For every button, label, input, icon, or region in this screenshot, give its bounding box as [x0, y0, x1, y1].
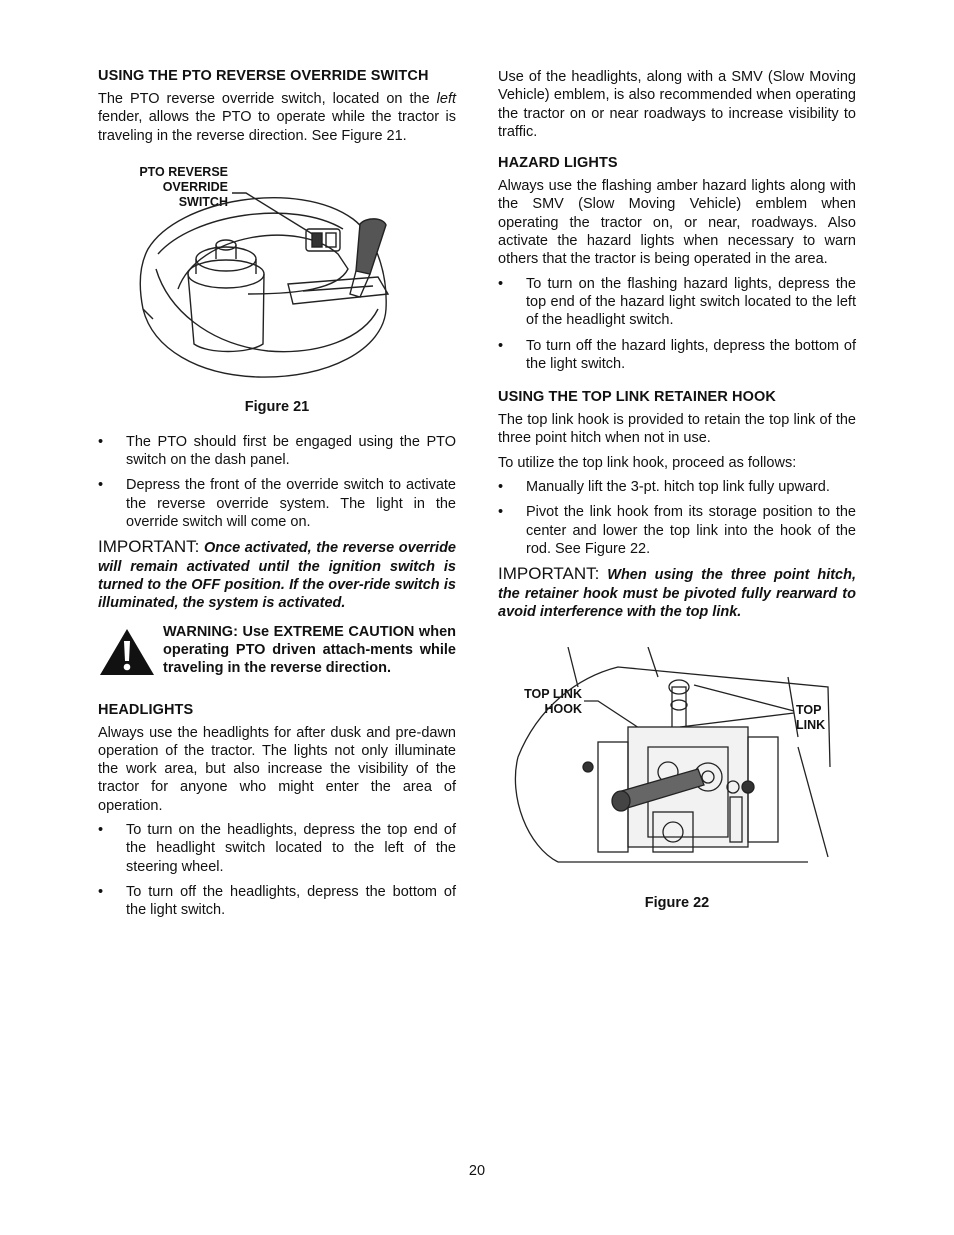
warning-triangle-icon: [98, 623, 156, 682]
important-label: IMPORTANT:: [498, 564, 600, 584]
list-item: • To turn on the headlights, depress the top end of the headlight switch located to the left of the steering wheel.: [98, 822, 456, 875]
pto-intro-paragraph: [98, 90, 456, 145]
three-point-hitch-illustration: [498, 647, 856, 892]
important-label: IMPORTANT:: [98, 537, 200, 557]
headlights-bullet-list: [98, 821, 456, 919]
bullet-glyph: •: [98, 433, 104, 450]
hazard-bullet-list: [498, 275, 856, 373]
pto-para-part-1: The PTO reverse override switch, located on the: [98, 91, 430, 107]
page-number: 20: [468, 1163, 486, 1179]
headlights-heading: HEADLIGHTS: [98, 701, 194, 718]
bullet-glyph: •: [498, 275, 504, 292]
hazard-paragraph: Always use the flashing amber hazard lights along with the SMV (Slow Moving Vehicle) emblem when operating the tractor on, or near, roadways. Also activate the hazard lights when necessary to warn others that the tractor is being operated in the area.: [498, 178, 856, 268]
pto-bullet-list: [98, 433, 456, 531]
bullet-glyph: •: [98, 822, 104, 839]
fig22-caption: Figure 22: [644, 895, 710, 912]
headlights-paragraph: Always use the headlights for after dusk and pre-dawn operation of the tractor. The lights not only illuminate the work area, but also increase the visibility of the tractor for anyone who might enter the area of operation.: [98, 724, 456, 814]
warning-box: [98, 623, 456, 682]
list-item: • Manually lift the 3-pt. hitch top link fully upward.: [498, 479, 830, 496]
list-item: • To turn off the headlights, depress the bottom of the light switch.: [98, 883, 456, 919]
important-text: When using the three point hitch, the retainer hook must be pivoted fully rearward to avoid interference with the top link.: [498, 567, 857, 620]
bullet-glyph: •: [498, 337, 504, 354]
toplink-important-note: [498, 565, 856, 621]
list-item: • The PTO should first be engaged using the PTO switch on the dash panel.: [98, 433, 456, 469]
right-column: [498, 68, 856, 937]
smv-paragraph: Use of the headlights, along with a SMV (Slow Moving Vehicle) emblem, is also recommended when operating the tractor on or near roadways to increase visibility to traffic.: [498, 69, 856, 140]
list-item: • To turn on the flashing hazard lights, depress the top end of the hazard light switch located to the left of the headlight switch.: [498, 275, 856, 329]
pto-fender-illustration: [98, 159, 456, 399]
pto-para-part-2: fender, allows the PTO to operate while the tractor is traveling in the reverse direction. See Figure 21.: [98, 109, 456, 144]
list-item: • Depress the front of the override switch to activate the reverse override system. The light in the override switch will come on.: [98, 477, 456, 531]
pto-heading: USING THE PTO REVERSE OVERRIDE SWITCH: [98, 68, 429, 84]
pto-important-note: [98, 538, 456, 612]
figure-21: [98, 159, 456, 421]
bullet-glyph: •: [98, 477, 104, 494]
toplink-paragraph-2: To utilize the top link hook, proceed as follows:: [498, 454, 797, 471]
figure-22: [498, 647, 856, 937]
toplink-bullet-list: [498, 478, 856, 558]
fig21-callout-label: PTO REVERSE OVERRIDE SWITCH: [139, 164, 228, 209]
fig22-callout-hook-label: TOP LINK HOOK: [524, 687, 582, 717]
toplink-paragraph-1: The top link hook is provided to retain the top link of the three point hitch when not in use.: [498, 412, 856, 447]
fig22-callout-link-label: TOP LINK: [796, 703, 826, 733]
list-item: • To turn off the hazard lights, depress the bottom of the light switch.: [498, 337, 856, 372]
pto-para-left-word: left: [436, 91, 457, 107]
warning-text: WARNING: Use EXTREME CAUTION when operating PTO driven attach-ments while traveling in the reverse direction.: [163, 623, 456, 677]
hazard-heading: HAZARD LIGHTS: [498, 155, 618, 172]
left-column: [98, 68, 456, 927]
important-text: Once activated, the reverse override will remain activated until the ignition switch is turned to the OFF position. If the over-ride switch is illuminated, the system is activated.: [98, 540, 456, 612]
bullet-glyph: •: [498, 504, 504, 521]
fig21-caption: Figure 21: [244, 398, 310, 415]
bullet-glyph: •: [498, 479, 504, 496]
list-item: • Pivot the link hook from its storage position to the center and lower the top link into the hook of the rod. See Figure 22.: [498, 504, 856, 557]
toplink-heading: USING THE TOP LINK RETAINER HOOK: [498, 389, 776, 406]
bullet-glyph: •: [98, 883, 104, 900]
